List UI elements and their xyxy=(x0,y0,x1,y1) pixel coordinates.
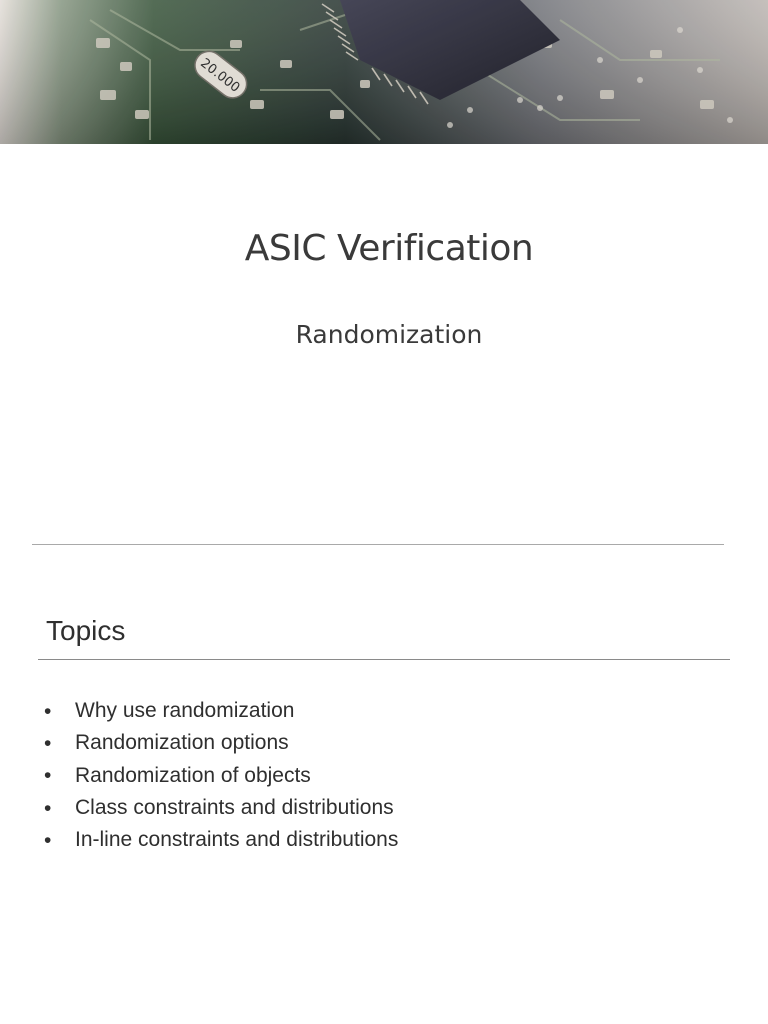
topic-label: Why use randomization xyxy=(75,699,295,723)
slide-title: Topics xyxy=(46,615,126,646)
topic-label: Randomization of objects xyxy=(75,763,311,787)
bullet-icon: • xyxy=(44,796,52,820)
topics-list xyxy=(44,695,398,856)
bullet-icon: • xyxy=(44,764,52,788)
title-underline xyxy=(38,659,730,660)
presentation-subtitle: Randomization xyxy=(295,320,483,349)
topics-slide xyxy=(0,545,768,1024)
circuit-board-banner-image xyxy=(0,0,768,144)
bullet-icon: • xyxy=(44,699,52,723)
topic-label: Randomization options xyxy=(75,731,289,755)
list-item xyxy=(44,727,398,759)
chip-label: 20.000 xyxy=(197,55,243,96)
topic-label: In-line constraints and distributions xyxy=(75,828,399,852)
list-item xyxy=(44,792,398,824)
bullet-icon: • xyxy=(44,731,52,755)
topic-label: Class constraints and distributions xyxy=(75,796,394,820)
list-item xyxy=(44,824,398,856)
presentation-title: ASIC Verification xyxy=(244,228,534,269)
list-item xyxy=(44,695,398,727)
bullet-icon: • xyxy=(44,828,52,852)
list-item xyxy=(44,760,398,792)
